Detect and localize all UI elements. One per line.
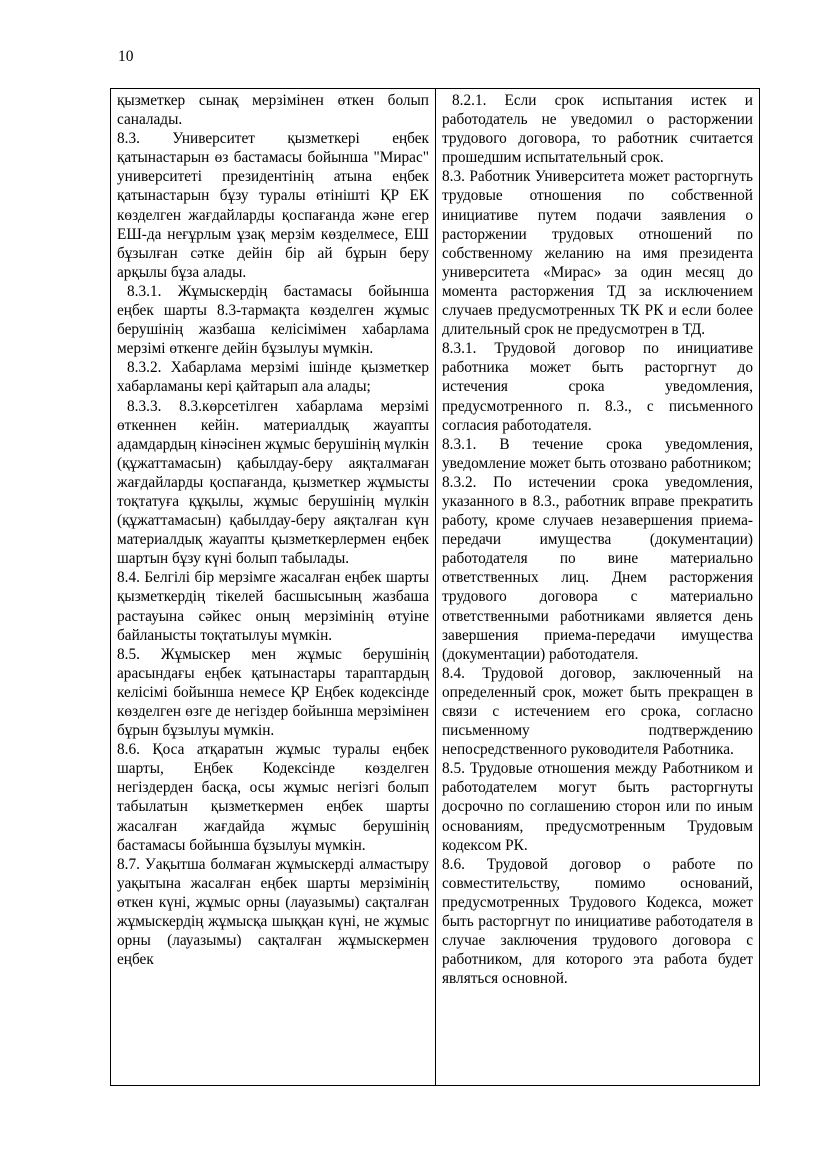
kazakh-column bbox=[111, 89, 436, 1085]
paragraph: қызметкер сынақ мерзімінен өткен болып саналады. bbox=[117, 92, 429, 129]
paragraph: 8.3.1. Трудовой договор по инициативе работника может быть расторгнут до истечения срока уведомления, предусмотренного п. 8.3., с письменного согласия работодателя. bbox=[442, 340, 753, 434]
paragraph: 8.4. Трудовой договор, заключенный на определенный срок, может быть прекращен в связи с истечением его срока, согласно письменному подтверждению непосредственного руководителя Работника. bbox=[442, 664, 753, 759]
paragraph: 8.6. Қоса атқаратын жұмыс туралы еңбек шарты, Еңбек Кодексінде көзделген негіздерден басқа, осы жұмыс негізгі болып табылатын қызметкермен еңбек шарты жасалған жағдайда жұмыс берушінің бастамасы бойынша бұзылуы мүмкін. bbox=[117, 741, 429, 854]
paragraph: 8.4. Белгілі бір мерзімге жасалған еңбек шарты қызметкердің тікелей басшысының жазбаша растауына сәйкес оның мерзімінің өтуіне байланысты тоқтатылуы мүмкін. bbox=[117, 569, 429, 644]
paragraph: 8.3.2. По истечении срока уведомления, указанного в 8.3., работник вправе прекратить работу, кроме случаев незавершения приема-передачи имущества (документации) работодателя по вине материально ответственных лиц. Днем расторжения трудового договора с материально ответственными работниками является день завершения приема-передачи имущества (документации) работодателя. bbox=[442, 473, 753, 663]
russian-column bbox=[436, 89, 759, 1085]
paragraph: 8.2.1. Если срок испытания истек и работодатель не уведомил о расторжении трудового договора, то работник считается прошедшим испытательный срок. bbox=[442, 92, 753, 167]
paragraph: 8.5. Жұмыскер мен жұмыс берушінің арасындағы еңбек қатынастары тараптардың келісімі бойынша немесе ҚР Еңбек кодексінде көзделген өзге де негіздер бойынша мерзімінен бұрын бұзылуы мүмкін. bbox=[117, 645, 429, 740]
paragraph: 8.7. Уақытша болмаған жұмыскерді алмастыру уақытына жасалған еңбек шарты мерзімінің өткен күні, жұмыс орны (лауазымы) сақталған жұмыскердің жұмысқа шыққан күні, не жұмыс орны (лауазымы) сақталған жұмыскермен еңбек bbox=[117, 855, 429, 969]
page-number: 10 bbox=[118, 48, 134, 65]
paragraph: 8.3. Университет қызметкері еңбек қатынастарын өз бастамасы бойынша "Мирас" университеті президентінің атына еңбек қатынастарын бұзу туралы өтінішті ҚР ЕК көзделген жағдайларды қоспағанда және егер ЕШ-да неғұрлым ұзақ мерзім көзделмесе, ЕШ бұзылған сәтке дейін бір ай бұрын беру арқылы бұза алады. bbox=[117, 130, 429, 281]
bilingual-table bbox=[110, 88, 760, 1086]
paragraph: 8.3.1. В течение срока уведомления, уведомление может быть отозвано работником; bbox=[442, 435, 753, 472]
paragraph: 8.3.1. Жұмыскердің бастамасы бойынша еңбек шарты 8.3-тармақта көзделген жұмыс берушінің жазбаша келісімімен хабарлама мерзімі өткенге дейін бұзылуы мүмкін. bbox=[117, 282, 429, 358]
paragraph: 8.5. Трудовые отношения между Работником и работодателем могут быть расторгнуты досрочно по соглашению сторон или по иным основаниям, предусмотренным Трудовым кодексом РК. bbox=[442, 760, 753, 854]
paragraph: 8.6. Трудовой договор о работе по совместительству, помимо оснований, предусмотренных Трудового Кодекса, может быть расторгнут по инициативе работодателя в случае заключения трудового договора с работником, для которого эта работа будет являться основной. bbox=[442, 855, 753, 988]
paragraph: 8.3. Работник Университета может расторгнуть трудовые отношения по собственной инициативе путем подачи заявления о расторжении трудовых отношений по собственному желанию на имя президента университета «Мирас» за один месяц до момента расторжения ТД за исключением случаев предусмотренных ТК РК и если более длительный срок не предусмотрен в ТД. bbox=[442, 168, 753, 339]
paragraph: 8.3.3. 8.3.көрсетілген хабарлама мерзімі өткеннен кейін. материалдық жауапты адамдардың кінәсінен жұмыс берушінің мүлкін (құжаттамасын) қабылдау-беру аяқталмаған жағдайларды қоспағанда, қызметкер жұмысты тоқтатуға құқылы, жұмыс берушінің мүлкін (құжаттамасын) қабылдау-беру аяқталған күн материалдық жауапты қызметкерлермен еңбек шартын бұзу күні болып табылады. bbox=[117, 397, 429, 568]
paragraph: 8.3.2. Хабарлама мерзімі ішінде қызметкер хабарламаны кері қайтарып ала алады; bbox=[117, 359, 429, 396]
